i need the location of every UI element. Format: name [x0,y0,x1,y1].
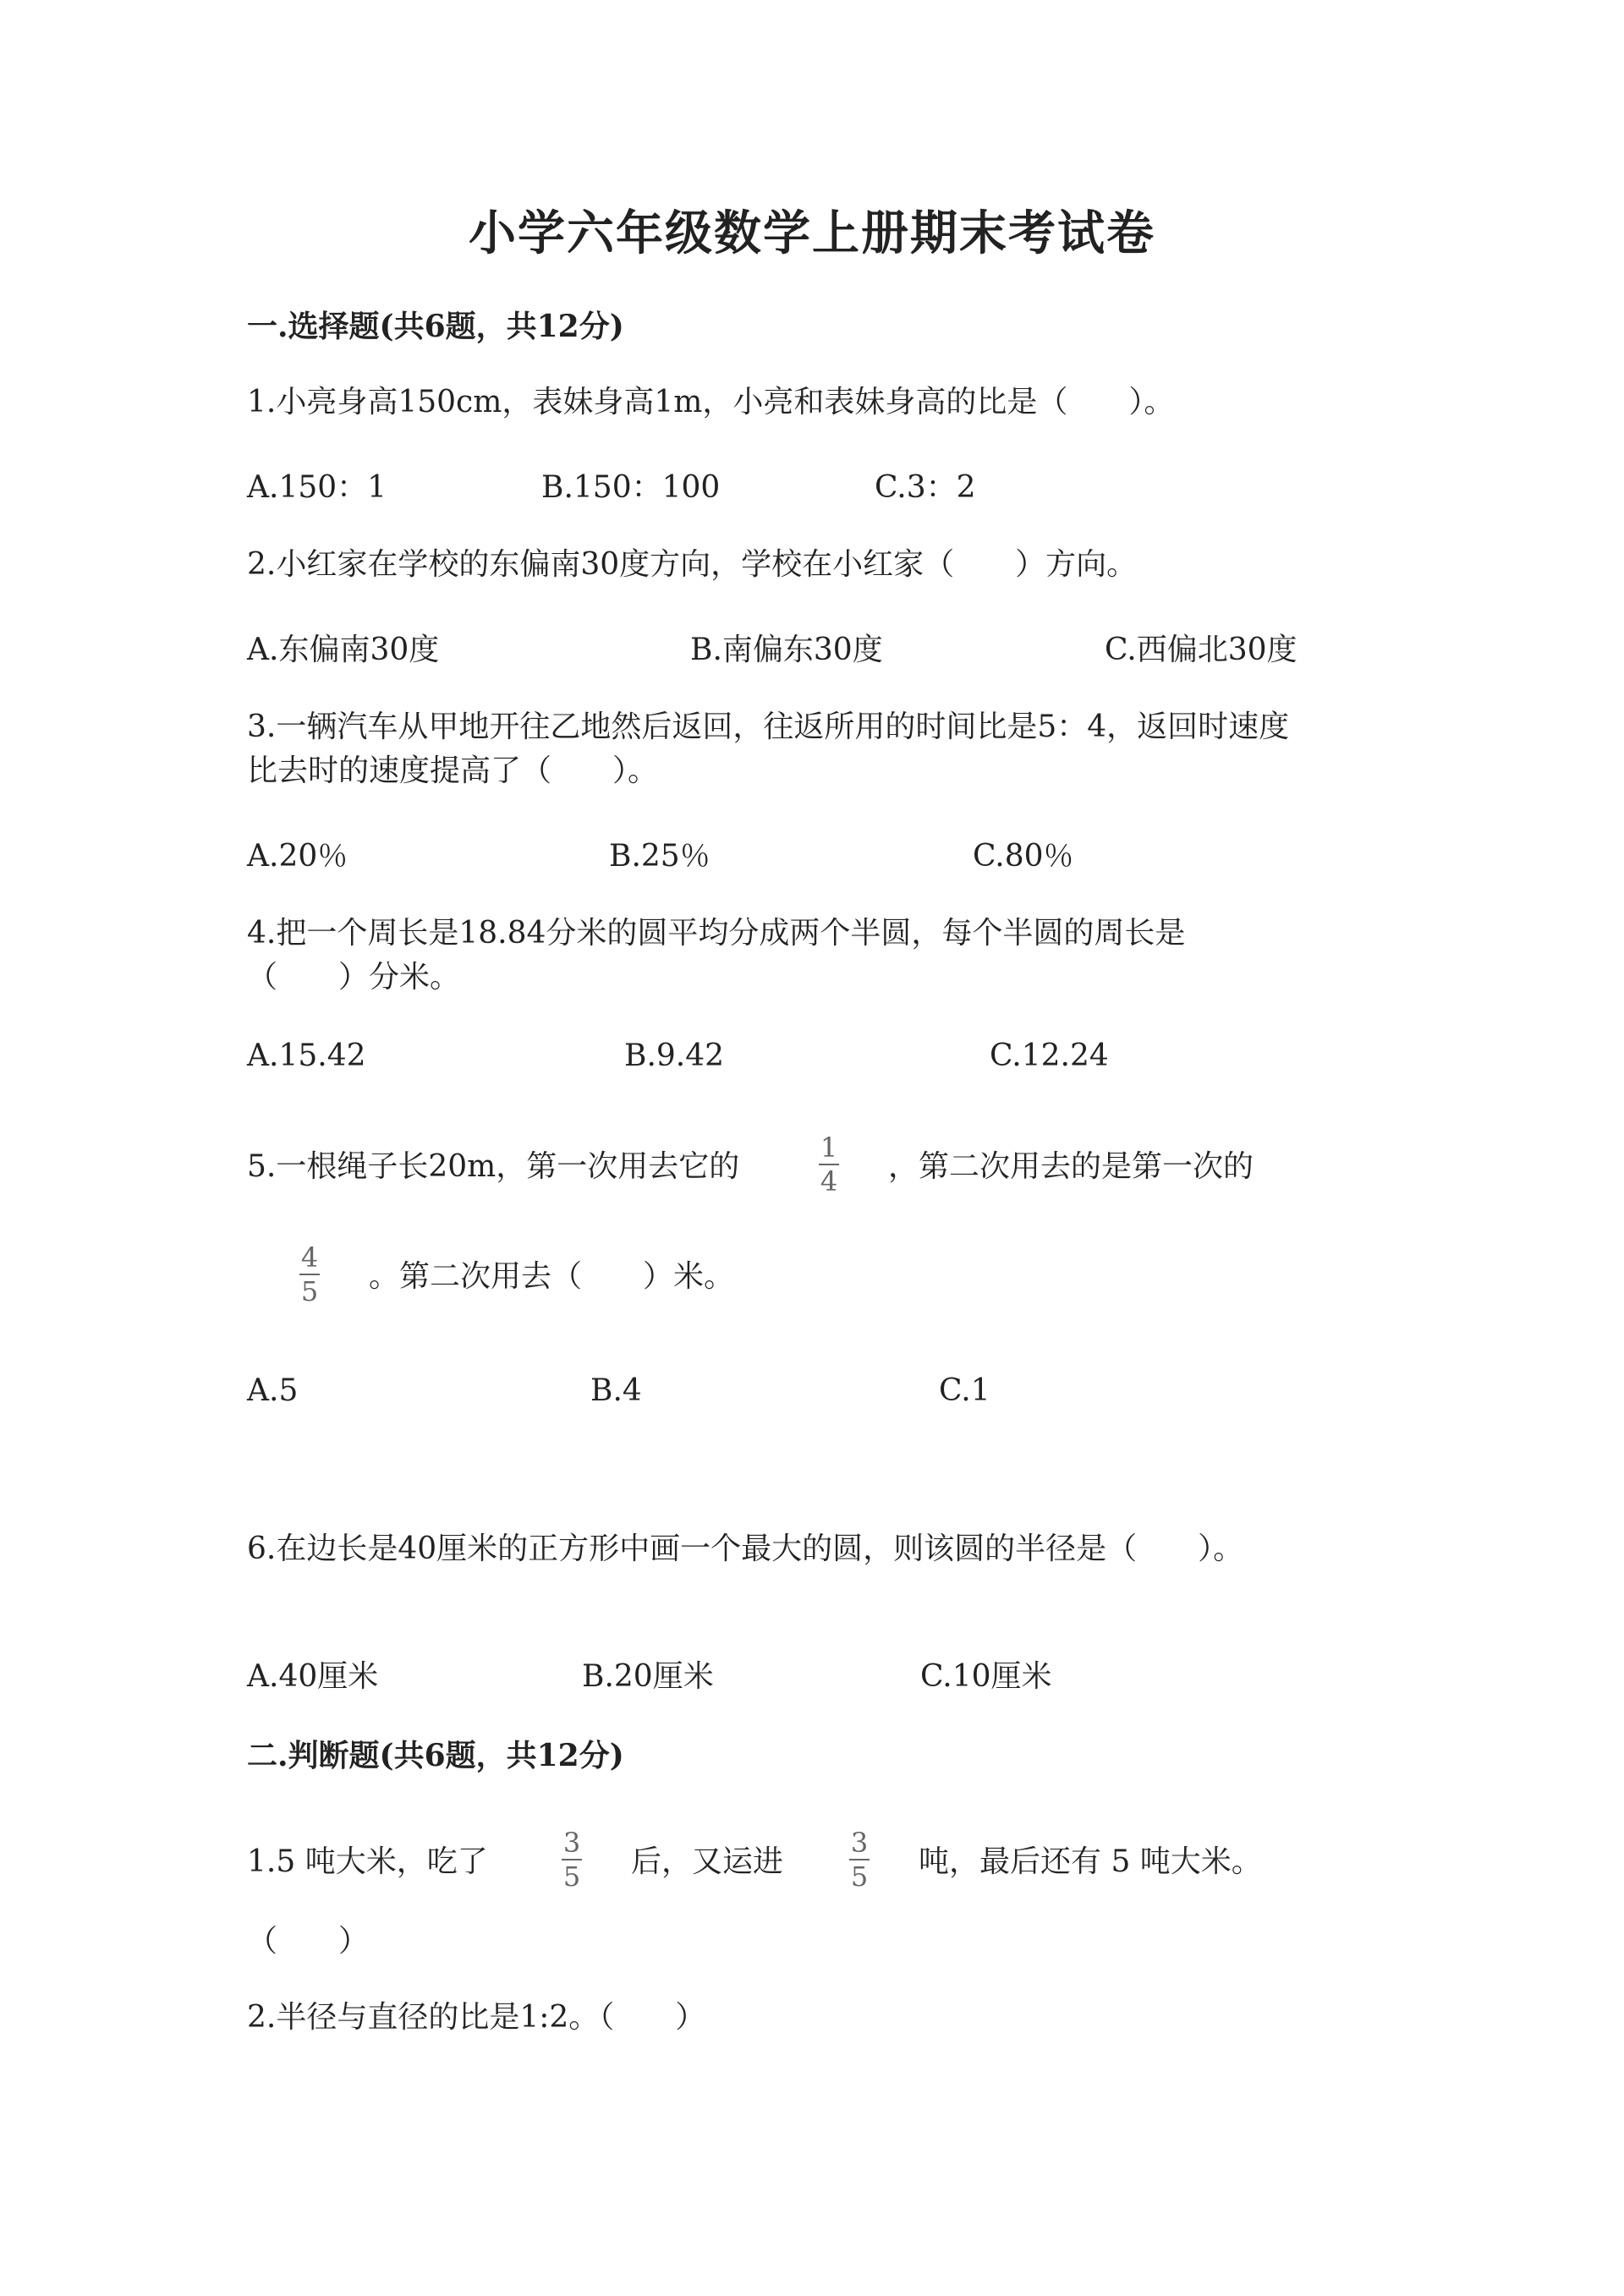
q1-option-c: C.3：2 [875,470,976,505]
judge-1-answer-blank: （ ） [247,1924,370,1959]
q4-option-b: B.9.42 [624,1038,725,1073]
q6-option-b: B.20厘米 [582,1659,714,1694]
q2-option-a: A.东偏南30度 [247,633,440,667]
question-5-part1: 5.一根绳子长20m，第一次用去它的 [247,1149,740,1184]
question-4-line1: 4.把一个周长是18.84分米的圆平均分成两个半圆，每个半圆的周长是 [247,916,1186,951]
question-3-line1: 3.一辆汽车从甲地开往乙地然后返回，往返所用的时间比是5：4，返回时速度 [247,710,1290,744]
q3-option-b: B.25％ [609,839,710,874]
question-6-text: 6.在边长是40厘米的正方形中画一个最大的圆，则该圆的半径是（ ）。 [247,1532,1244,1566]
fraction-denominator: 5 [562,1860,581,1893]
q2-option-c: C.西偏北30度 [1105,633,1298,667]
question-5-part3: 。第二次用去（ ）米。 [369,1259,735,1294]
q5-option-b: B.4 [590,1373,642,1408]
fraction-denominator: 5 [300,1275,319,1307]
judge-1-fraction-1 [557,1828,587,1891]
q2-option-b: B.南偏东30度 [690,633,883,667]
judge-1-part3: 吨，最后还有 5 吨大米。 [919,1844,1262,1879]
fraction-numerator: 3 [850,1827,869,1859]
q1-option-b: B.150：100 [541,470,721,505]
question-5-part2: ，第二次用去的是第一次的 [888,1149,1254,1184]
q6-option-c: C.10厘米 [920,1659,1052,1694]
q6-option-a: A.40厘米 [247,1659,379,1694]
question-2-text: 2.小红家在学校的东偏南30度方向，学校在小红家（ ）方向。 [247,547,1138,582]
q4-option-a: A.15.42 [247,1038,366,1073]
q3-option-a: A.20％ [247,839,348,874]
q5-fraction-2 [294,1243,325,1306]
page-title: 小学六年级数学上册期末考试卷 [469,205,1155,261]
fraction-denominator: 5 [850,1860,869,1893]
fraction-numerator: 3 [562,1827,581,1859]
judge-2-text: 2.半径与直径的比是1:2。（ ） [247,2000,706,2035]
section-heading-choice: 一.选择题(共6题，共12分) [247,309,624,344]
judge-1-fraction-2 [844,1828,875,1891]
judge-1-part1: 1.5 吨大米，吃了 [247,1844,488,1879]
question-1-text: 1.小亮身高150cm，表妹身高1m，小亮和表妹身高的比是（ ）。 [247,385,1175,419]
fraction-numerator: 1 [820,1132,838,1164]
section-heading-judgement: 二.判断题(共6题，共12分) [247,1738,624,1773]
judge-1-part2: 后，又运进 [631,1844,784,1879]
q3-option-c: C.80％ [973,839,1074,874]
question-3-line2: 比去时的速度提高了（ ）。 [247,753,659,788]
q5-option-c: C.1 [939,1373,990,1408]
q4-option-c: C.12.24 [990,1038,1109,1073]
fraction-denominator: 4 [820,1165,838,1197]
q5-option-a: A.5 [247,1373,299,1408]
q5-fraction-1 [814,1133,844,1196]
q1-option-a: A.150：1 [247,470,387,505]
fraction-numerator: 4 [300,1241,319,1274]
question-4-line2: （ ）分米。 [247,960,461,995]
